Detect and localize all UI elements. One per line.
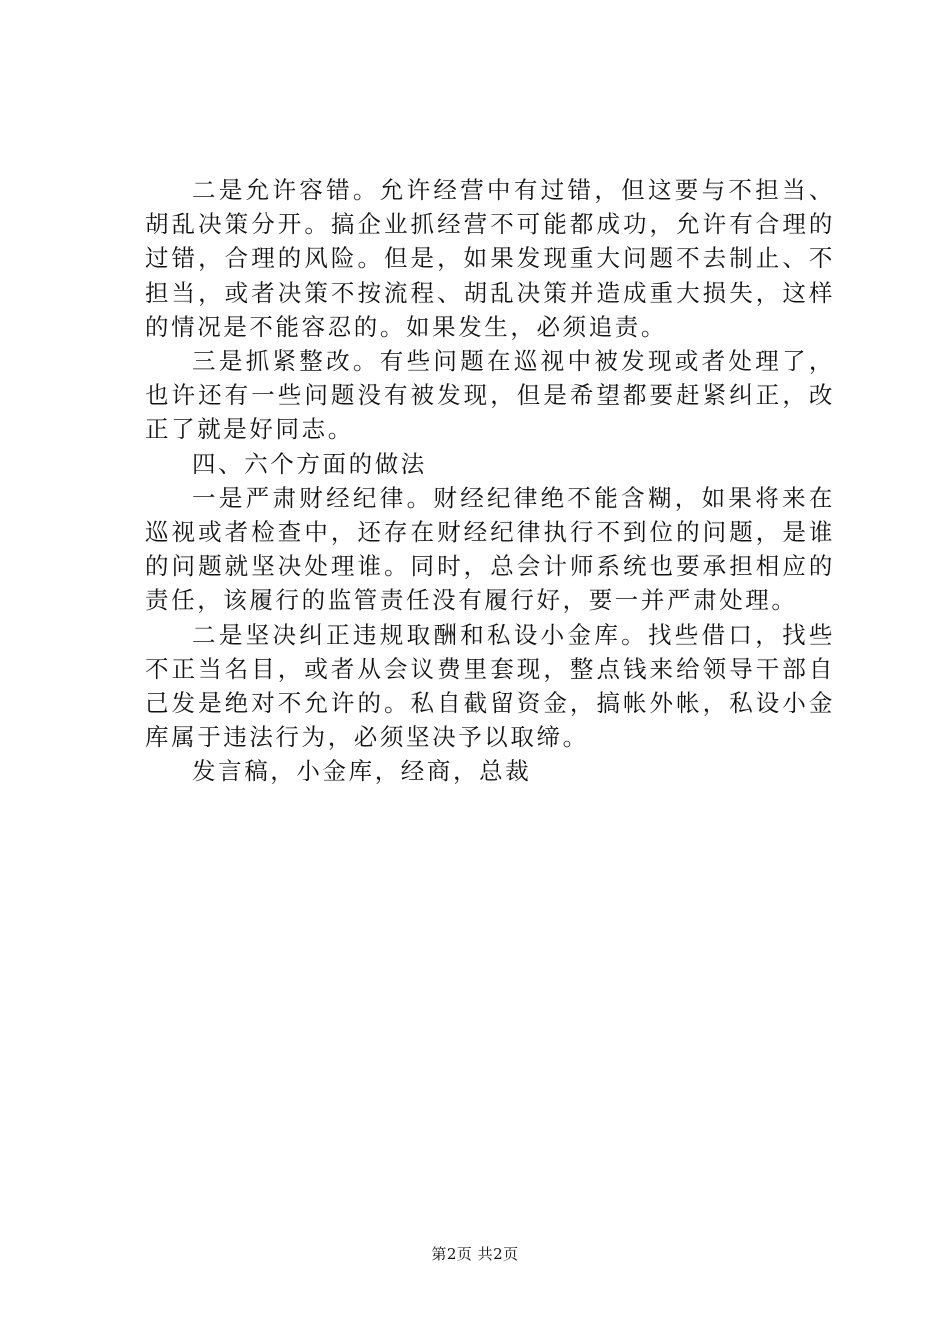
paragraph-financial-discipline: 一是严肃财经纪律。财经纪律绝不能含糊，如果将来在巡视或者检查中，还存在财经纪律执行不到位的问题，是谁的问题就坚决处理谁。同时，总会计师系统也要承担相应的责任，该履行的监管责任没有履行好，要一并严肃处理。 xyxy=(145,483,835,615)
keywords-line: 发言稿，小金库，经商，总裁 xyxy=(192,757,532,786)
paragraph-allow-mistakes: 二是允许容错。允许经营中有过错，但这要与不担当、胡乱决策分开。搞企业抓经营不可能都成功，允许有合理的过错，合理的风险。但是，如果发现重大问题不去制止、不担当，或者决策不按流程、胡乱决策并造成重大损失，这样的情况是不能容忍的。如果发生，必须追责。 xyxy=(145,176,835,341)
paragraph-rectification: 三是抓紧整改。有些问题在巡视中被发现或者处理了，也许还有一些问题没有被发现，但是希望都要赶紧纠正，改正了就是好同志。 xyxy=(145,347,835,444)
page-number-footer: 第2页 共2页 xyxy=(431,1245,519,1263)
paragraph-illegal-funds: 二是坚决纠正违规取酬和私设小金库。找些借口，找些不正当名目，或者从会议费里套现，整点钱来给领导干部自己发是绝对不允许的。私自截留资金，搞帐外帐，私设小金库属于违法行为，必须坚决予以取缔。 xyxy=(145,620,835,752)
document-body xyxy=(145,173,835,789)
section-heading-six-measures: 四、六个方面的做法 xyxy=(192,449,427,478)
